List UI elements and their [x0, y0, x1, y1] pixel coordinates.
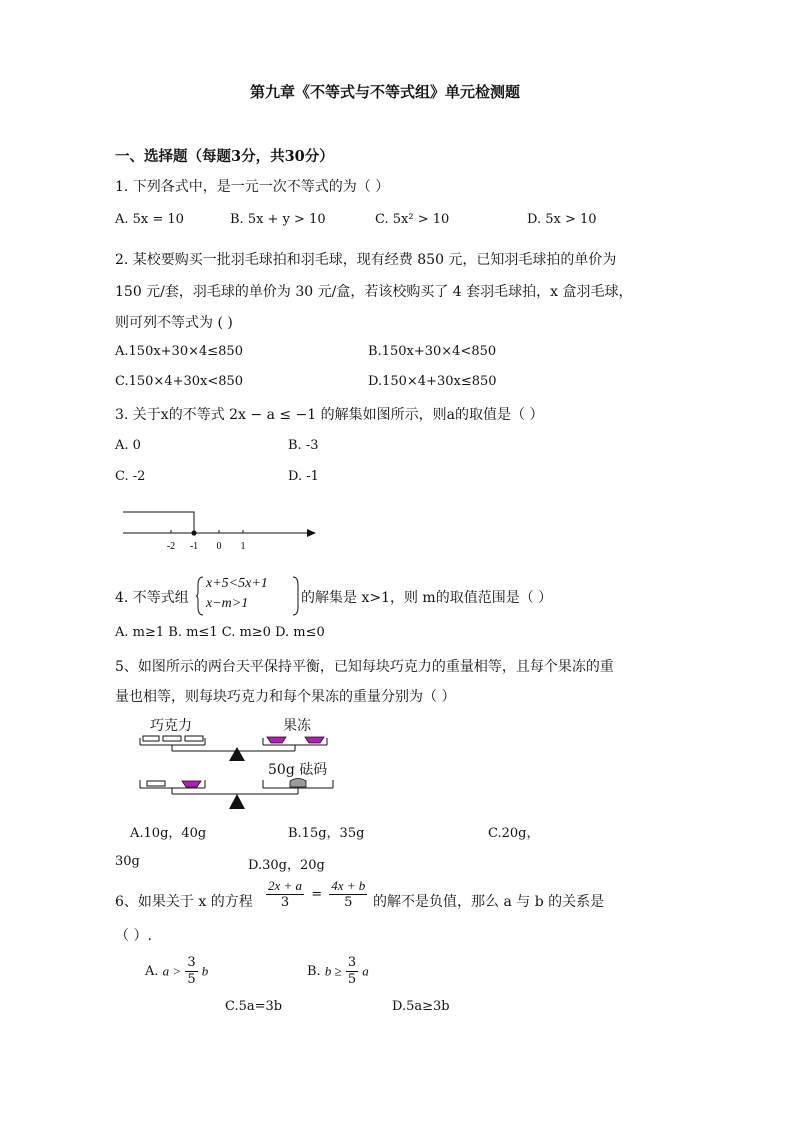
chocolate-bar	[185, 736, 203, 741]
section-heading: 一、选择题（每题3分，共30分）	[115, 148, 334, 165]
q2-line-1: 2. 某校要购买一批羽毛球拍和羽毛球，现有经费 850 元，已知羽毛球拍的单价为	[115, 252, 617, 268]
q6-option-c[interactable]: C.5a=3b	[225, 999, 283, 1014]
weight-label: 50g 砝码	[268, 762, 328, 778]
fulcrum	[229, 747, 245, 761]
fulcrum	[229, 794, 245, 809]
q1-option-c[interactable]: C. 5x² > 10	[375, 212, 450, 227]
balance-scales-figure	[135, 728, 335, 813]
q2-line-2: 150 元/套，羽毛球的单价为 30 元/盒，若该校购买了 4 套羽毛球拍，x 盒羽毛球，	[115, 284, 633, 300]
q2-option-c[interactable]: C.150×4+30x<850	[115, 374, 244, 389]
weight	[290, 779, 306, 788]
jelly	[267, 737, 286, 743]
q1-option-b[interactable]: B. 5x + y > 10	[230, 212, 326, 227]
q6-equation	[266, 878, 367, 911]
q5-option-a[interactable]: A.10g，40g	[130, 826, 207, 841]
q1-stem: 1. 下列各式中，是一元一次不等式的为（ ）	[115, 179, 390, 195]
q6-option-b[interactable]: B. b ≥ $\frac{3}{5}$ a	[307, 955, 369, 987]
q3-option-b[interactable]: B. -3	[288, 438, 319, 453]
q2-option-b[interactable]: B.150x+30×4<850	[368, 344, 497, 359]
chocolate-bar	[143, 736, 159, 741]
q3-stem: 3. 关于x的不等式 2x − a ≤ −1 的解集如图所示，则a的取值是（ ）	[115, 407, 544, 423]
jelly-label: 果冻	[283, 718, 311, 734]
q6-lead: 6、如果关于 x 的方程	[115, 894, 253, 910]
chocolate-bar	[163, 736, 181, 741]
q2-line-3: 则可列不等式为 ( )	[115, 315, 233, 331]
q2-option-d[interactable]: D.150×4+30x≤850	[368, 374, 497, 389]
tick-label: -1	[189, 541, 199, 552]
balance-bottom	[140, 779, 333, 810]
q5-option-c-continued: 30g	[115, 854, 140, 869]
number-line-figure	[115, 505, 325, 555]
tick-label: 0	[216, 541, 222, 552]
q4-system-row-2: x−m>1	[206, 596, 249, 611]
q5-line-2: 量也相等，则每块巧克力和每个果冻的重量分别为（ ）	[115, 689, 456, 705]
q6-option-a[interactable]: A. a > $\frac{3}{5}$ b	[145, 955, 209, 987]
equals-sign: =	[311, 887, 323, 902]
q4-lead: 4. 不等式组	[115, 590, 189, 606]
q5-line-1: 5、如图所示的两台天平保持平衡，已知每块巧克力的重量相等，且每个果冻的重	[115, 659, 614, 675]
tick-label: 1	[240, 541, 246, 552]
solution-region-bracket	[123, 512, 194, 533]
fraction-right: $\frac{4x + b}{5}$	[331, 878, 366, 910]
q1-option-d[interactable]: D. 5x > 10	[527, 212, 597, 227]
q5-option-c[interactable]: C.20g，	[488, 826, 540, 841]
q6-line-2: （ ）.	[115, 928, 152, 944]
fraction-left: $\frac{2x + a}{3}$	[268, 878, 303, 910]
solid-point	[191, 530, 196, 535]
q4-options[interactable]: A. m≥1 B. m≤1 C. m≥0 D. m≤0	[115, 625, 325, 640]
number-line-arrow	[307, 529, 316, 537]
chocolate-label: 巧克力	[150, 718, 192, 734]
q3-option-c[interactable]: C. -2	[115, 469, 146, 484]
tick-label: -2	[166, 541, 176, 552]
q6-option-d[interactable]: D.5a≥3b	[392, 999, 450, 1014]
q1-option-a[interactable]: A. 5x = 10	[115, 212, 184, 227]
balance-top	[140, 736, 327, 761]
page-title: 第九章《不等式与不等式组》单元检测题	[250, 83, 521, 101]
jelly	[305, 737, 324, 743]
q5-option-b[interactable]: B.15g，35g	[288, 826, 365, 841]
q4-tail: 的解集是 x>1，则 m的取值范围是（ ）	[301, 590, 553, 606]
jelly	[182, 781, 201, 787]
chocolate-bar	[147, 781, 165, 786]
q3-option-d[interactable]: D. -1	[288, 469, 319, 484]
q2-option-a[interactable]: A.150x+30×4≤850	[115, 344, 243, 359]
q3-option-a[interactable]: A. 0	[115, 438, 141, 453]
q4-system-row-1: x+5<5x+1	[206, 576, 268, 591]
q5-option-d[interactable]: D.30g，20g	[248, 858, 325, 873]
q6-tail: 的解不是负值，那么 a 与 b 的关系是	[373, 894, 605, 910]
